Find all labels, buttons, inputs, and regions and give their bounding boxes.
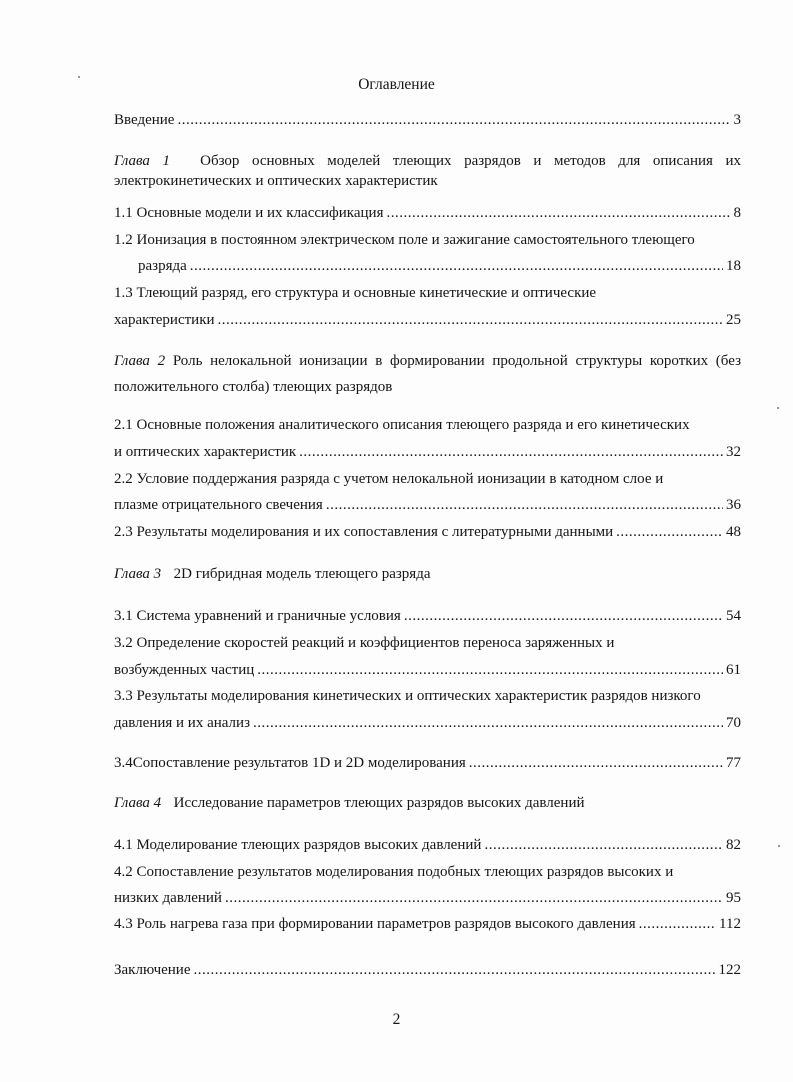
chapter-label: Глава 4: [114, 795, 162, 811]
leader-dots: [639, 914, 716, 934]
toc-entry-2-2-line2[interactable]: плазме отрицательного свечения ..... 36: [114, 495, 741, 515]
toc-entry-intro[interactable]: Введение ..... 3: [114, 110, 741, 130]
chapter-title: Роль нелокальной ионизации в формировании продольной структуры коротких (без положительного столба) тлеющих разрядов: [114, 353, 742, 395]
toc-entry-3-2-line2[interactable]: возбужденных частиц ..... 61: [114, 660, 741, 680]
toc-entry-2-2-line1[interactable]: 2.2 Условие поддержания разряда с учетом нелокальной ионизации в катодном слое и: [114, 471, 664, 487]
chapter-label: Глава 2: [114, 353, 166, 369]
chapter-label: Глава 1: [114, 153, 170, 169]
leader-dots: [616, 522, 723, 542]
leader-dots: [469, 753, 723, 773]
toc-entry-3-1[interactable]: 3.1 Система уравнений и граничные условия ..... 54: [114, 606, 741, 626]
page-ref: 122: [718, 962, 741, 978]
toc-entry-conclusion[interactable]: Заключение ..... 122: [114, 960, 741, 980]
page-ref: 18: [726, 258, 741, 274]
toc-entry-2-1-line1[interactable]: 2.1 Основные положения аналитического описания тлеющего разряда и его кинетических: [114, 417, 690, 433]
chapter-title: Исследование параметров тлеющих разрядов высоких давлений: [173, 795, 585, 811]
toc-entry-3-4[interactable]: 3.4 Сопоставление результатов 1D и 2D моделирования ..... 77: [114, 753, 741, 773]
page-ref: 8: [733, 205, 741, 221]
leader-dots: [190, 256, 723, 276]
toc-entry-2-1-line2[interactable]: и оптических характеристик ..... 32: [114, 442, 741, 462]
page-ref: 82: [726, 837, 741, 853]
leader-dots: [326, 495, 723, 515]
chapter-heading-2: [114, 348, 741, 400]
toc-entry-1-3-line2[interactable]: характеристики ..... 25: [114, 310, 741, 330]
page-ref: 95: [726, 890, 741, 906]
toc-entry-4-3[interactable]: 4.3 Роль нагрева газа при формировании параметров разрядов высокого давления ..... 112: [114, 914, 741, 934]
page-ref: 112: [719, 916, 741, 932]
toc-entry-1-1[interactable]: 1.1 Основные модели и их классификация ..... 8: [114, 203, 741, 223]
scan-speck: [778, 845, 780, 847]
leader-dots: [386, 203, 730, 223]
toc-entry-4-2-line1[interactable]: 4.2 Сопоставление результатов моделирования подобных тлеющих разрядов высоких и: [114, 864, 674, 880]
leader-dots: [194, 960, 716, 980]
toc-entry-1-2-line1[interactable]: 1.2 Ионизация в постоянном электрическом поле и зажигание самостоятельного тлеющего: [114, 232, 695, 248]
toc-entry-4-1[interactable]: 4.1 Моделирование тлеющих разрядов высоких давлений ..... 82: [114, 835, 741, 855]
page-ref: 70: [726, 715, 741, 731]
chapter-title: Обзор основных моделей тлеющих разрядов и методов для описания их электрокинетических и оптических характеристик: [114, 153, 742, 189]
leader-dots: [484, 835, 723, 855]
page-ref: 36: [726, 497, 741, 513]
scan-speck: [777, 407, 779, 409]
chapter-heading-3: [114, 564, 741, 584]
toc-entry-1-3-line1[interactable]: 1.3 Тлеющий разряд, его структура и основные кинетические и оптические: [114, 285, 597, 301]
page-ref: 3: [733, 112, 741, 128]
toc-entry-3-3-line2[interactable]: давления и их анализ ..... 70: [114, 713, 741, 733]
section-number: 3.4: [114, 755, 133, 771]
page-ref: 54: [726, 608, 741, 624]
page-ref: 32: [726, 444, 741, 460]
page-ref: 61: [726, 662, 741, 678]
toc-title: Оглавление: [358, 76, 435, 93]
toc-entry-2-3[interactable]: 2.3 Результаты моделирования и их сопоставления с литературными данными ..... 48: [114, 522, 741, 542]
leader-dots: [299, 442, 723, 462]
page-ref: 77: [726, 755, 741, 771]
page-ref: 48: [726, 524, 741, 540]
chapter-title: 2D гибридная модель тлеющего разряда: [173, 566, 431, 582]
leader-dots: [404, 606, 723, 626]
leader-dots: [257, 660, 723, 680]
chapter-label: Глава 3: [114, 566, 162, 582]
leader-dots: [218, 310, 723, 330]
leader-dots: [225, 888, 723, 908]
toc-entry-3-2-line1[interactable]: 3.2 Определение скоростей реакций и коэффициентов переноса заряженных и: [114, 635, 615, 651]
leader-dots: [177, 110, 730, 130]
page-ref: 25: [726, 312, 741, 328]
chapter-heading-4: [114, 793, 741, 813]
page-number: 2: [392, 1011, 401, 1028]
toc-entry-3-3-line1[interactable]: 3.3 Результаты моделирования кинетических и оптических характеристик разрядов низкого: [114, 688, 701, 704]
toc-entry-1-2-line2[interactable]: разряда ..... 18: [138, 256, 741, 276]
toc-entry-4-2-line2[interactable]: низких давлений ..... 95: [114, 888, 741, 908]
leader-dots: [253, 713, 723, 733]
chapter-heading-1: [114, 151, 741, 191]
